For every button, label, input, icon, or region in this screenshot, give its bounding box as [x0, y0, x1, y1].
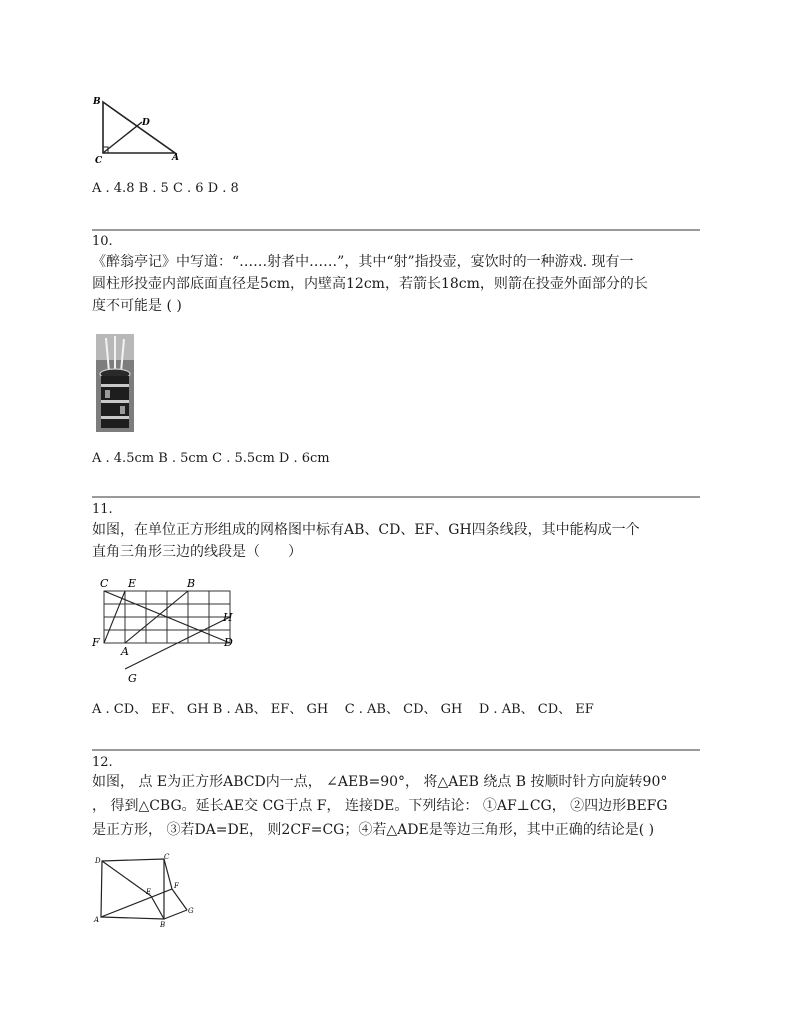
q12-text-line-1: 如图， 点 E为正方形ABCD内一点， ∠AEB=90°， 将△AEB 绕点 B 按顺时针方向旋转90° — [92, 774, 668, 790]
q9-options: A . 4.8 B . 5 C . 6 D . 8 — [92, 181, 239, 196]
q12-label-c: C — [164, 853, 170, 861]
q12-label-e: E — [146, 888, 152, 896]
q12-label-b: B — [160, 921, 166, 928]
q11-label-e: E — [128, 577, 137, 590]
divider-3 — [92, 749, 700, 751]
q12-label-f: F — [174, 882, 179, 890]
q11-label-g: G — [128, 672, 137, 685]
q12-text-line-3: 是正方形， ③若DA=DE， 则2CF=CG；④若△ADE是等边三角形，其中正确的结论是( ) — [92, 822, 655, 838]
q11-text-line-2: 直角三角形三边的线段是（ ） — [92, 544, 302, 560]
q11-text-line-1: 如图，在单位正方形组成的网格图中标有AB、CD、EF、GH四条线段，其中能构成一个 — [92, 522, 640, 538]
q9-label-b: B — [93, 97, 101, 107]
q12-number: 12. — [92, 755, 113, 770]
q11-label-b: B — [187, 577, 196, 590]
q11-label-c: C — [100, 577, 109, 590]
divider-2 — [92, 496, 700, 498]
q12-label-d: D — [95, 857, 101, 865]
q11-label-h: H — [223, 611, 233, 624]
q10-number: 10. — [92, 234, 113, 249]
q11-options: A . CD、 EF、 GH B . AB、 EF、 GH C . AB、 CD、 GH D . AB、 CD、 EF — [92, 702, 594, 717]
q10-text-line-1: 《醉翁亭记》中写道：“……射者中……”，其中“射”指投壶，宴饮时的一种游戏. 现有一 — [92, 254, 634, 270]
q9-label-a: A — [172, 153, 179, 163]
q12-label-a: A — [94, 916, 100, 924]
q10-pot-photo — [96, 334, 134, 432]
q12-square-figure — [92, 852, 202, 928]
q11-label-a: A — [121, 645, 129, 658]
q9-label-c: C — [95, 156, 103, 166]
q12-label-g: G — [188, 907, 194, 915]
q10-text-line-2: 圆柱形投壶内部底面直径是5cm，内壁高12cm，若箭长18cm，则箭在投壶外面部分的长 — [92, 276, 648, 292]
q9-label-d: D — [142, 118, 150, 128]
q11-number: 11. — [92, 502, 113, 517]
q11-label-d: D — [224, 636, 233, 649]
q9-triangle-figure — [92, 92, 188, 166]
q12-text-line-2: ， 得到△CBG。延长AE交 CG于点 F， 连接DE。下列结论： ①AF⊥CG， ②四边形BEFG — [92, 798, 668, 814]
q10-options: A . 4.5cm B . 5cm C . 5.5cm D . 6cm — [92, 451, 330, 466]
q11-label-f: F — [92, 636, 100, 649]
q10-text-line-3: 度不可能是 ( ) — [92, 298, 182, 314]
divider-1 — [92, 229, 700, 231]
q11-grid-figure — [90, 574, 240, 686]
